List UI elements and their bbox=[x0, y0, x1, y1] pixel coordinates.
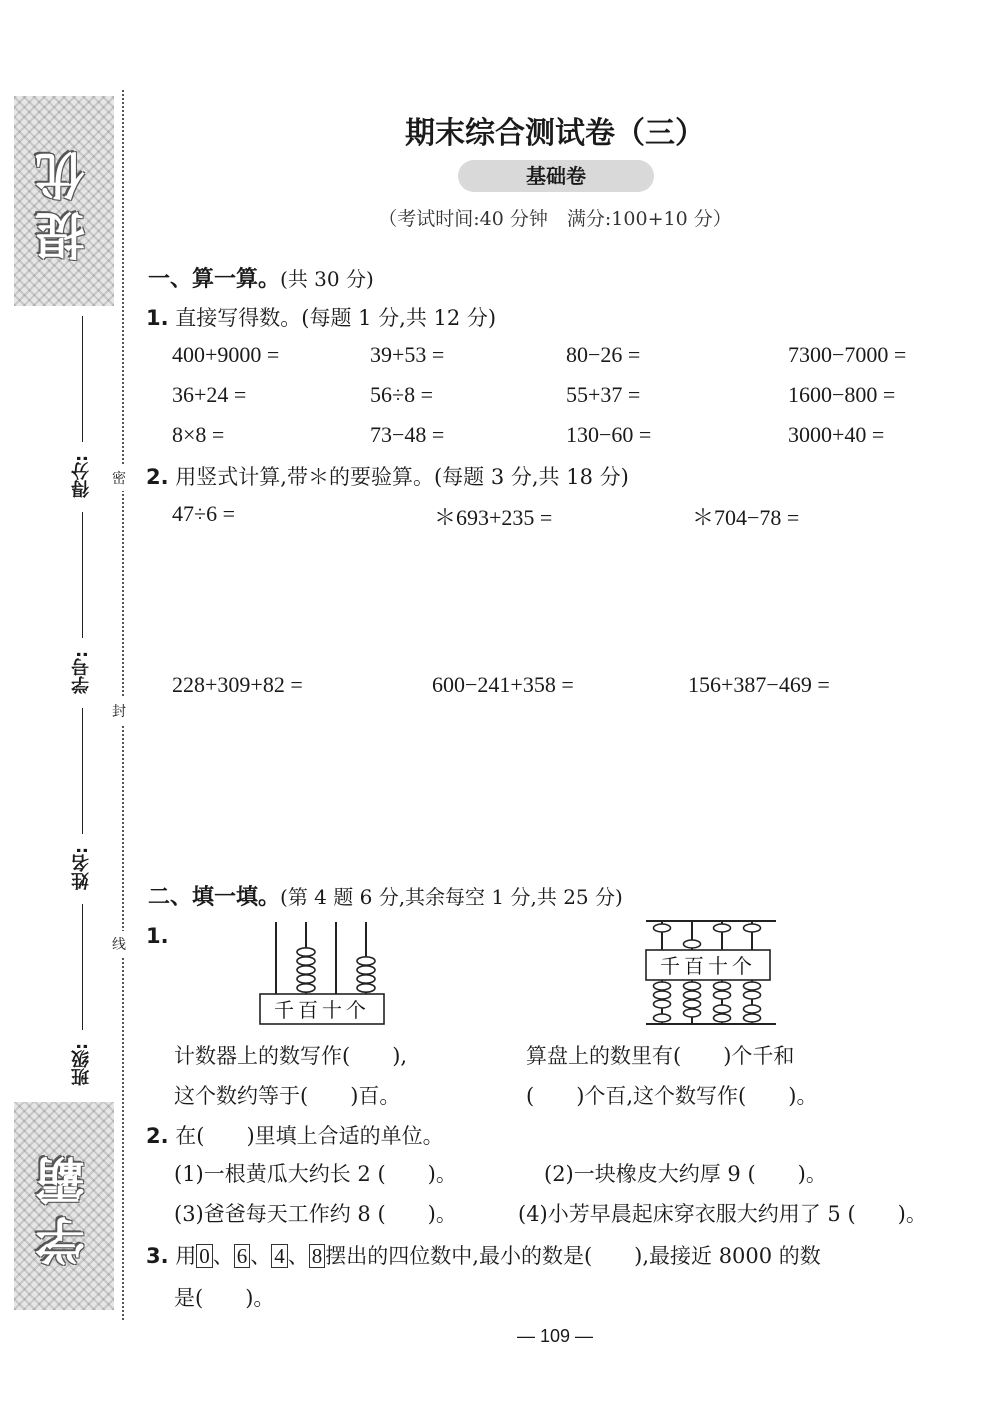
question-prefix: 用 bbox=[175, 1244, 197, 1268]
unit-item: (3)爸爸每天工作约 8 ( )。 bbox=[174, 1202, 457, 1226]
abacus-upper-bead bbox=[654, 924, 671, 932]
fill-line: 算盘上的数里有( )个千和 bbox=[526, 1044, 795, 1068]
seal-char-xian: 线 bbox=[112, 931, 126, 957]
exam-type-badge: 基础卷 bbox=[458, 160, 654, 192]
side-box-bottom bbox=[14, 1102, 114, 1310]
abacus-place-label: 千百十个 bbox=[660, 954, 756, 978]
abacus-lower-bead bbox=[744, 982, 761, 990]
abacus-lower-bead bbox=[654, 1000, 671, 1008]
section-2-heading bbox=[148, 880, 623, 911]
calc-item: 400+9000 = bbox=[172, 342, 280, 367]
separator: 、 bbox=[250, 1244, 272, 1268]
unit-item: (1)一根黄瓜大约长 2 ( )。 bbox=[174, 1162, 457, 1186]
side-line bbox=[82, 316, 83, 442]
counter-bead bbox=[297, 948, 315, 956]
question-1-1 bbox=[146, 302, 496, 332]
abacus-lower-bead bbox=[654, 991, 671, 999]
abacus-lower-bead bbox=[714, 982, 731, 990]
question-number: 2. bbox=[146, 1124, 169, 1148]
calc-item: 130−60 = bbox=[566, 422, 652, 447]
fill-line: 计数器上的数写作( ), bbox=[174, 1044, 408, 1068]
abacus-lower-bead bbox=[684, 1009, 701, 1017]
section-1-heading bbox=[148, 262, 374, 293]
digit-card: 0 bbox=[196, 1244, 213, 1268]
abacus-upper-bead bbox=[714, 924, 731, 932]
calc-item: 55+37 = bbox=[566, 382, 641, 407]
side-line bbox=[82, 708, 83, 834]
calc-item: 56÷8 = bbox=[370, 382, 433, 407]
side-box-top-text: 提优 bbox=[35, 141, 93, 261]
label-name: 姓名: bbox=[71, 846, 92, 890]
abacus-upper-bead bbox=[684, 940, 701, 948]
abacus-lower-bead bbox=[654, 1014, 671, 1022]
question-text: 直接写得数。(每题 1 分,共 12 分) bbox=[175, 306, 497, 330]
seal-char-feng: 封 bbox=[112, 698, 126, 724]
counter-bead bbox=[297, 984, 315, 992]
label-score: 得分: bbox=[71, 454, 92, 498]
label-class: 班级: bbox=[71, 1042, 92, 1086]
question-1-2 bbox=[146, 461, 629, 491]
vertical-calc-item: 600−241+358 = bbox=[432, 672, 574, 697]
unit-item: (4)小芳早晨起床穿衣服大约用了 5 ( )。 bbox=[518, 1202, 927, 1226]
vertical-calc-item: ＊693+235 = bbox=[434, 505, 553, 530]
separator: 、 bbox=[212, 1244, 234, 1268]
side-line bbox=[82, 904, 83, 1030]
calc-item: 80−26 = bbox=[566, 342, 641, 367]
calc-item: 1600−800 = bbox=[788, 382, 896, 407]
question-2-1-number bbox=[146, 924, 169, 948]
unit-item: (2)一块橡皮大约厚 9 ( )。 bbox=[544, 1162, 827, 1186]
exam-info: （考试时间:40 分钟 满分:100+10 分） bbox=[378, 208, 732, 230]
calc-item: 39+53 = bbox=[370, 342, 445, 367]
abacus-lower-bead bbox=[654, 982, 671, 990]
counter-bead bbox=[297, 975, 315, 983]
abacus-lower-bead bbox=[744, 1005, 761, 1013]
calc-item: 36+24 = bbox=[172, 382, 247, 407]
question-number: 1. bbox=[146, 306, 169, 330]
abacus-lower-bead bbox=[744, 991, 761, 999]
question-text: 用竖式计算,带＊的要验算。(每题 3 分,共 18 分) bbox=[175, 465, 629, 489]
vertical-calc-item: 47÷6 = bbox=[172, 501, 235, 526]
abacus-upper-bead bbox=[744, 924, 761, 932]
seal-char-mi: 密 bbox=[112, 465, 126, 491]
counter-bead bbox=[357, 984, 375, 992]
label-student-id: 学号: bbox=[71, 650, 92, 694]
side-line bbox=[82, 512, 83, 638]
counter-bead bbox=[357, 957, 375, 965]
digit-card: 8 bbox=[309, 1244, 326, 1268]
page-number: — 109 — bbox=[516, 1326, 594, 1346]
counter-bead bbox=[357, 975, 375, 983]
page-title: 期末综合测试卷（三） bbox=[405, 116, 705, 151]
question-2-3 bbox=[146, 1240, 821, 1270]
calc-item: 8×8 = bbox=[172, 422, 225, 447]
vertical-calc-item: ＊704−78 = bbox=[692, 505, 800, 530]
separator: 、 bbox=[287, 1244, 309, 1268]
question-number: 2. bbox=[146, 465, 169, 489]
abacus-lower-bead bbox=[684, 1000, 701, 1008]
fill-line: 这个数约等于( )百。 bbox=[174, 1084, 401, 1108]
fill-line: ( )个百,这个数写作( )。 bbox=[526, 1084, 818, 1108]
calc-item: 73−48 = bbox=[370, 422, 445, 447]
counter-bead bbox=[297, 966, 315, 974]
counter-place-label: 千百十个 bbox=[274, 998, 370, 1022]
section-2-title: 二、填一填。 bbox=[148, 885, 281, 910]
abacus-lower-bead bbox=[684, 982, 701, 990]
counter-bead bbox=[297, 957, 315, 965]
section-1-note: (共 30 分) bbox=[280, 267, 374, 291]
abacus-diagram bbox=[642, 916, 782, 1030]
vertical-calc-item: 228+309+82 = bbox=[172, 672, 303, 697]
question-number: 1. bbox=[146, 924, 169, 948]
side-box-bottom-text: 学霸 bbox=[35, 1146, 93, 1266]
digit-card: 4 bbox=[271, 1244, 288, 1268]
digit-card: 6 bbox=[234, 1244, 251, 1268]
abacus-lower-bead bbox=[684, 991, 701, 999]
counter-diagram bbox=[254, 916, 394, 1030]
abacus-lower-bead bbox=[714, 1005, 731, 1013]
counter-bead bbox=[357, 966, 375, 974]
calc-item: 3000+40 = bbox=[788, 422, 885, 447]
vertical-calc-item: 156+387−469 = bbox=[688, 672, 830, 697]
question-number: 3. bbox=[146, 1244, 169, 1268]
question-2-2 bbox=[146, 1120, 444, 1150]
section-2-note: (第 4 题 6 分,其余每空 1 分,共 25 分) bbox=[280, 885, 623, 909]
counter-rods bbox=[276, 922, 366, 994]
abacus-lower-bead bbox=[744, 1014, 761, 1022]
question-text: 在( )里填上合适的单位。 bbox=[175, 1124, 444, 1148]
fill-line: 是( )。 bbox=[174, 1286, 275, 1310]
abacus-lower-bead bbox=[714, 991, 731, 999]
abacus-lower-bead bbox=[714, 1014, 731, 1022]
question-text: 摆出的四位数中,最小的数是( ),最接近 8000 的数 bbox=[325, 1244, 821, 1268]
section-1-title: 一、算一算。 bbox=[148, 267, 281, 292]
calc-item: 7300−7000 = bbox=[788, 342, 907, 367]
